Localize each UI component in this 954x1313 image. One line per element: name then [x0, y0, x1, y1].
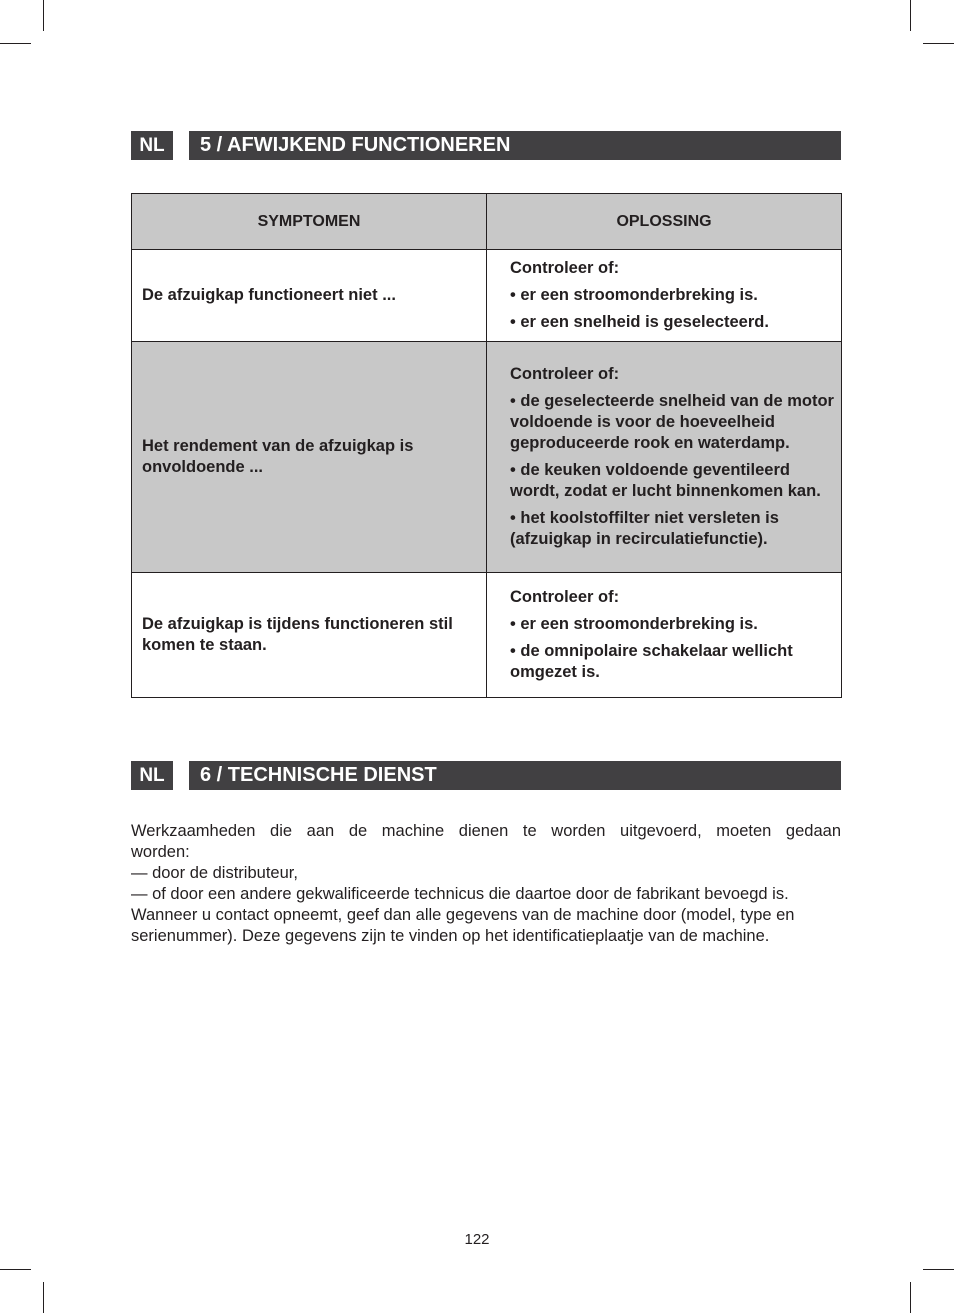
symptom-cell: De afzuigkap is tijdens functioneren stil komen te staan.: [132, 573, 487, 698]
section-title: 5 / AFWIJKEND FUNCTIONEREN: [189, 131, 841, 160]
crop-mark: [910, 0, 911, 31]
language-tag: NL: [131, 131, 173, 160]
solution-line: • er een stroomonderbreking is.: [510, 286, 758, 304]
paragraph-line: Werkzaamheden die aan de machine dienen te worden uitgevoerd, moeten gedaan: [131, 822, 841, 840]
technical-service-text: [131, 821, 841, 947]
section-title: 6 / TECHNISCHE DIENST: [189, 761, 841, 790]
solution-cell: [487, 250, 842, 342]
table-row: [132, 342, 842, 573]
solution-line: Controleer of:: [510, 365, 620, 383]
page-number: 122: [464, 1231, 490, 1248]
crop-mark: [923, 43, 954, 44]
crop-mark: [0, 43, 31, 44]
solution-line: Controleer of:: [510, 259, 620, 277]
crop-mark: [43, 1282, 44, 1313]
solution-cell: [487, 342, 842, 573]
language-tag: NL: [131, 761, 173, 790]
solution-line: • er een stroomonderbreking is.: [510, 615, 758, 633]
solution-line: • de keuken voldoende geventileerd wordt, zodat er lucht binnenkomen kan.: [510, 461, 821, 500]
solution-line: • het koolstoffilter niet versleten is (afzuigkap in recirculatiefunctie).: [510, 509, 779, 548]
solution-line: • er een snelheid is geselecteerd.: [510, 313, 769, 331]
closing-paragraph: Wanneer u contact opneemt, geef dan alle gegevens van de machine door (model, type en serienummer). Deze gegevens zijn te vinden op het identificatieplaatje van de machine.: [131, 906, 795, 945]
column-header-symptoms: SYMPTOMEN: [132, 194, 487, 250]
crop-mark: [923, 1269, 954, 1270]
table-row: [132, 250, 842, 342]
crop-mark: [0, 1269, 31, 1270]
symptom-cell: Het rendement van de afzuigkap is onvoldoende ...: [132, 342, 487, 573]
section-5-header: [131, 131, 841, 160]
solution-cell: [487, 573, 842, 698]
symptom-cell: De afzuigkap functioneert niet ...: [132, 250, 487, 342]
dash-list-item: — of door een andere gekwalificeerde technicus die daartoe door de fabrikant bevoegd is.: [131, 885, 789, 903]
solution-line: • de geselecteerde snelheid van de motor voldoende is voor de hoeveelheid geproduceerde rook en waterdamp.: [510, 392, 834, 452]
paragraph-line: worden:: [131, 843, 190, 861]
column-header-solution: OPLOSSING: [487, 194, 842, 250]
crop-mark: [43, 0, 44, 31]
solution-line: • de omnipolaire schakelaar wellicht omgezet is.: [510, 642, 793, 681]
section-6-header: [131, 761, 841, 790]
table-header-row: [132, 194, 842, 250]
dash-list-item: — door de distributeur,: [131, 864, 298, 882]
crop-mark: [910, 1282, 911, 1313]
troubleshooting-table: [131, 193, 842, 698]
solution-line: Controleer of:: [510, 588, 620, 606]
table-row: [132, 573, 842, 698]
